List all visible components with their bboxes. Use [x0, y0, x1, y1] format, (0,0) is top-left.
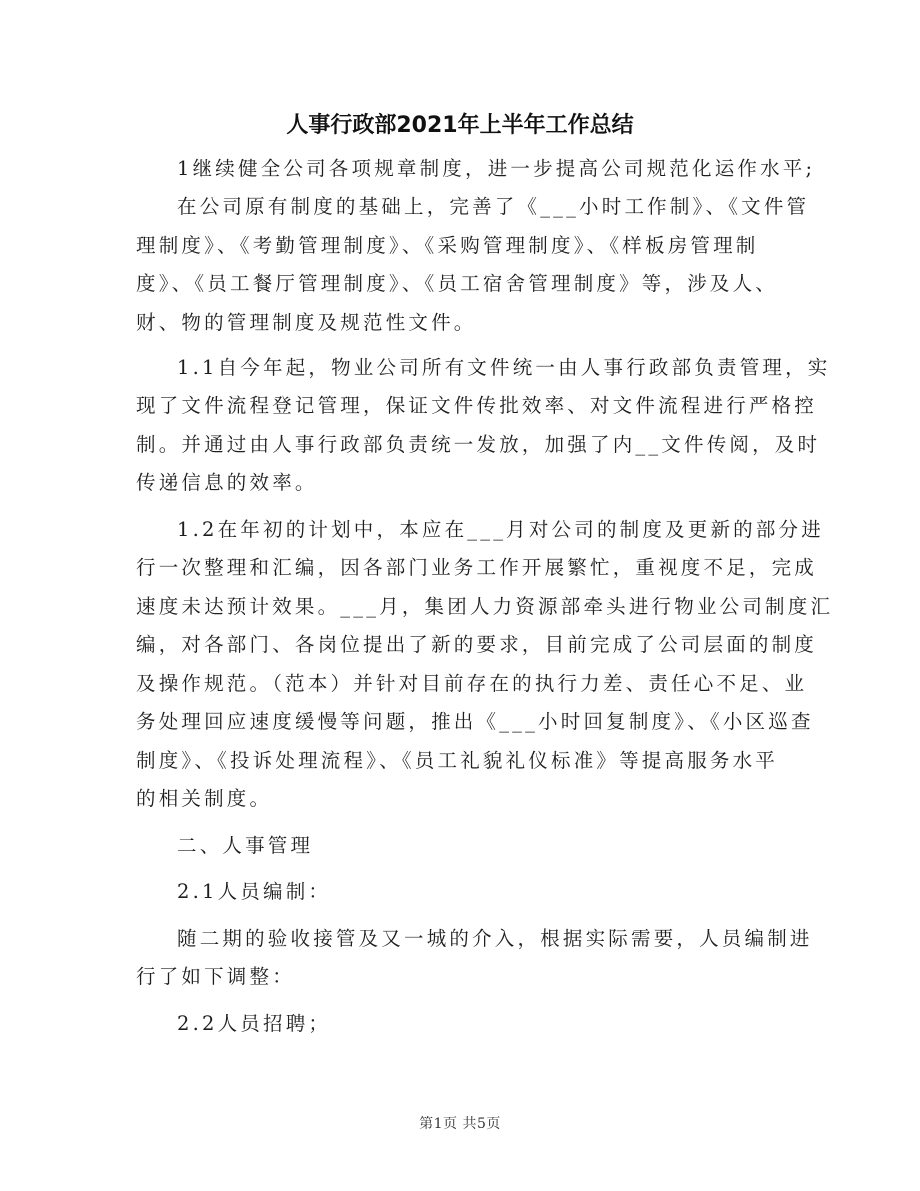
paragraph-line: 及操作规范。（范本）并针对目前存在的执行力差、责任心不足、业 — [136, 672, 808, 695]
paragraph-line: 1.1自今年起，物业公司所有文件统一由人事行政部负责管理，实 — [177, 356, 831, 379]
subsection-heading: 2.2人员招聘； — [177, 1012, 332, 1035]
paragraph-line: 1继续健全公司各项规章制度，进一步提高公司规范化运作水平; — [177, 157, 816, 180]
section-heading: 二、人事管理 — [177, 834, 314, 857]
document-title: 人事行政部2021年上半年工作总结 — [286, 113, 634, 138]
paragraph-line: 度》、《员工餐厅管理制度》、《员工宿舍管理制度》等，涉及人、 — [136, 272, 779, 295]
paragraph-line: 随二期的验收接管及又一城的介入，根据实际需要，人员编制进 — [177, 927, 813, 950]
paragraph-line: 财、物的管理制度及规范性文件。 — [136, 311, 477, 334]
paragraph-line: 理制度》、《考勤管理制度》、《采购管理制度》、《样板房管理制 — [136, 234, 759, 257]
page-number: 第1页 共5页 — [419, 1116, 501, 1132]
paragraph-line: 现了文件流程登记管理，保证文件传批效率、对文件流程进行严格控 — [136, 394, 818, 417]
paragraph-line: 编，对各部门、各岗位提出了新的要求，目前完成了公司层面的制度 — [136, 633, 818, 656]
paragraph-line: 务处理回应速度缓慢等问题，推出《___小时回复制度》、《小区巡查 — [136, 710, 814, 733]
paragraph-line: 制。并通过由人事行政部负责统一发放，加强了内__文件传阅，及时 — [136, 433, 821, 456]
paragraph-line: 行了如下调整： — [136, 965, 295, 988]
paragraph-line: 行一次整理和汇编，因各部门业务工作开展繁忙，重视度不足，完成 — [136, 556, 818, 579]
paragraph-line: 的相关制度。 — [136, 787, 273, 810]
paragraph-line: 速度未达预计效果。___月，集团人力资源部牵头进行物业公司制度汇 — [136, 595, 834, 618]
subsection-heading: 2.1人员编制： — [177, 880, 332, 903]
paragraph-line: 1.2在年初的计划中，本应在___月对公司的制度及更新的部分进 — [177, 518, 824, 541]
paragraph-line: 在公司原有制度的基础上，完善了《___小时工作制》、《文件管 — [177, 195, 810, 218]
paragraph-line: 制度》、《投诉处理流程》、《员工礼貌礼仪标准》等提高服务水平 — [136, 749, 779, 772]
paragraph-line: 传递信息的效率。 — [136, 471, 318, 494]
